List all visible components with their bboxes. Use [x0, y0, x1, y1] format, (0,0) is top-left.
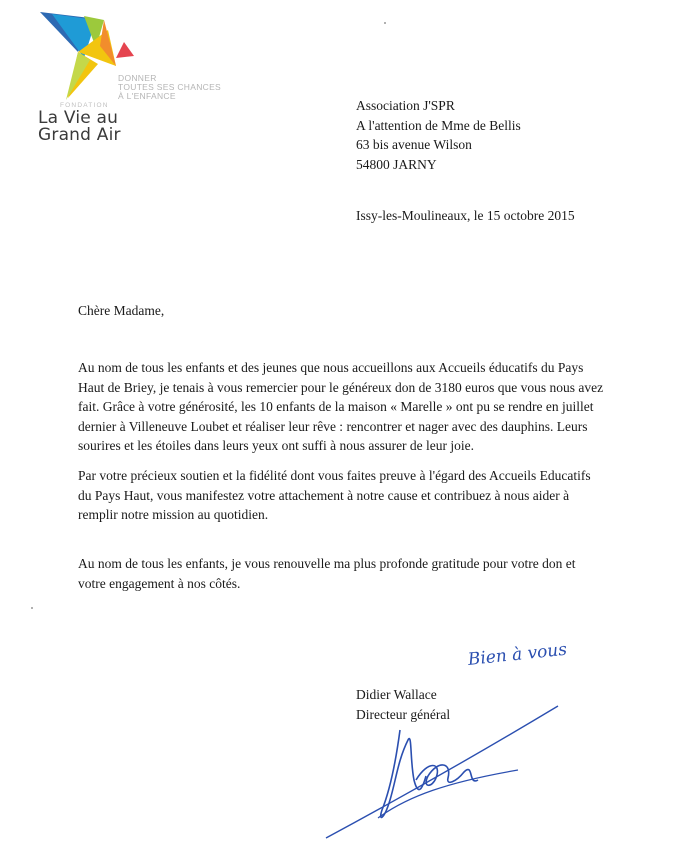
place-and-date: Issy-les-Moulineaux, le 15 octobre 2015 — [356, 208, 575, 223]
address-line: Association J'SPR — [356, 98, 455, 113]
scan-speck — [31, 607, 33, 609]
signature-stroke — [326, 706, 558, 838]
signer-name: Didier Wallace — [356, 687, 437, 702]
logo-tagline-line: TOUTES SES CHANCES — [118, 82, 222, 92]
body-paragraph-1 — [78, 358, 618, 456]
address-line: 63 bis avenue Wilson — [356, 137, 472, 152]
paragraph-line: sourires et les étoiles dans leurs yeux ont suffi à nous assurer de leur joie. — [78, 438, 475, 453]
logo-wordmark-line: La Vie au — [38, 108, 119, 128]
signer-title: Directeur général — [356, 707, 451, 722]
paragraph-line: Au nom de tous les enfants et des jeunes que nous accueillons aux Accueils éducatifs du Pays — [78, 360, 584, 375]
paragraph-line: Au nom de tous les enfants, je vous renouvelle ma plus profonde gratitude pour votre don et — [78, 556, 576, 571]
paragraph-line: du Pays Haut, vous manifestez votre attachement à notre cause et contribuez à nous aider à — [78, 487, 570, 503]
recipient-address — [356, 96, 521, 174]
logo-tagline-line: DONNER — [118, 73, 157, 83]
paragraph-line: votre engagement à nos côtés. — [78, 575, 241, 591]
logo-wordmark-line: Grand Air — [38, 125, 121, 145]
logo-tagline-line: À L'ENFANCE — [118, 91, 176, 101]
paragraph-line: dernier à Villeneuve Loubet et réaliser leur rêve : rencontrer et nager avec des dauphins. Leurs — [78, 418, 588, 434]
body-paragraph-3 — [78, 554, 618, 593]
paragraph-line: remplir notre mission au quotidien. — [78, 507, 269, 522]
salutation: Chère Madame, — [78, 303, 165, 318]
paragraph-line: fait. Grâce à votre générosité, les 10 enfants de la maison « Marelle » ont pu se rendre en juillet — [78, 399, 594, 414]
logo-wordmark — [38, 110, 121, 144]
body-paragraph-2 — [78, 466, 618, 525]
paragraph-line: Haut de Briey, je tenais à vous remercier pour le généreux don de 3180 euros que vous nous avez — [78, 379, 604, 395]
logo-shape-beak-red — [116, 42, 134, 58]
scan-speck — [384, 22, 386, 24]
paragraph-line: Par votre précieux soutien et la fidélité dont vous faites preuve à l'égard des Accueils Educatifs — [78, 468, 591, 483]
handwritten-closing-note: Bien à vous — [466, 639, 568, 670]
logo-tagline — [118, 74, 221, 101]
address-line: 54800 JARNY — [356, 156, 437, 172]
logo-small-label: FONDATION — [60, 102, 109, 109]
signature-stroke — [416, 765, 478, 785]
handwritten-signature — [318, 700, 568, 850]
address-line: A l'attention de Mme de Bellis — [356, 117, 521, 133]
